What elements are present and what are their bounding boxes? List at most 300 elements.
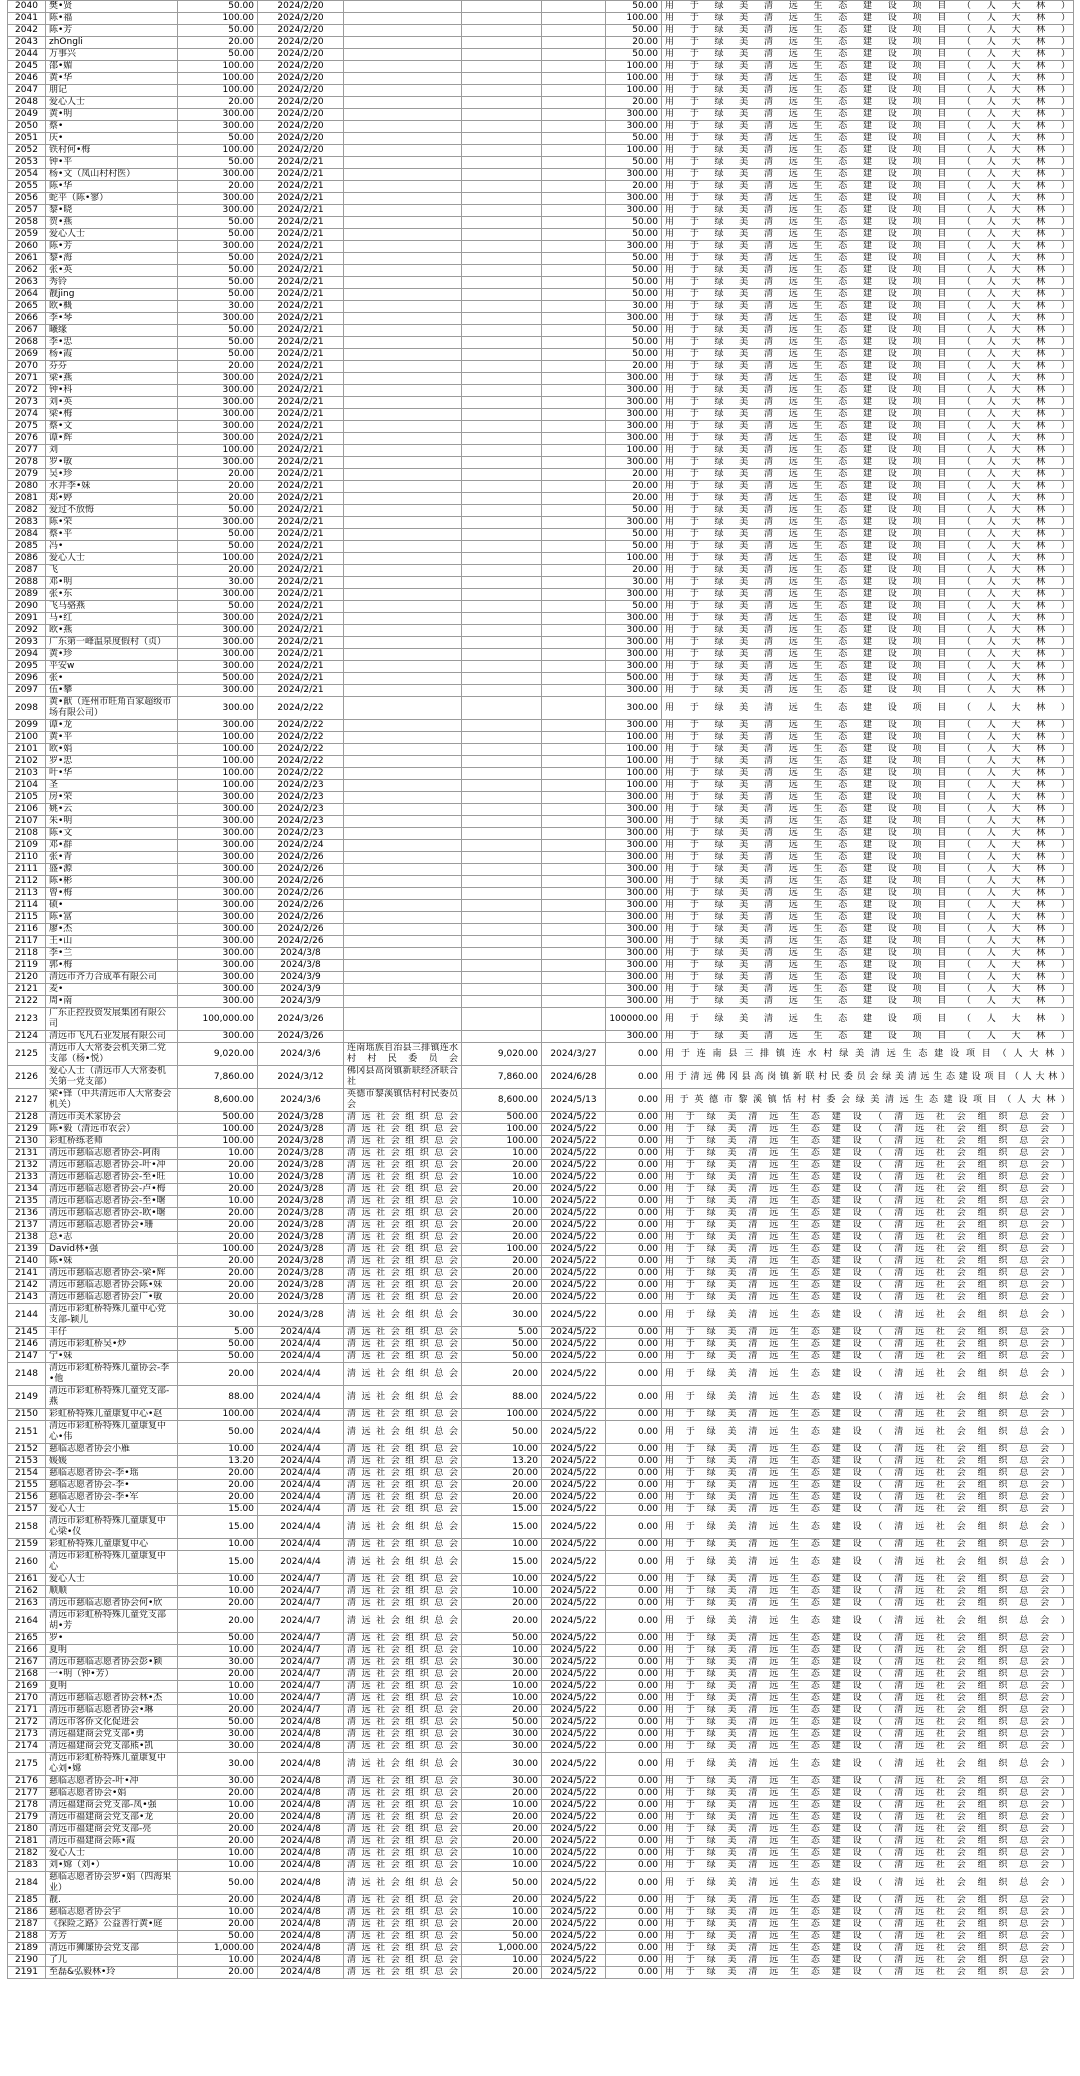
cell-balance: 300.00	[606, 936, 662, 948]
cell-disbursed-amount	[462, 697, 542, 720]
cell-donation-amount: 30.00	[178, 1741, 258, 1753]
table-row	[8, 1741, 1074, 1753]
cell-donor-name: 慈临志愿者协会宇	[46, 1907, 178, 1919]
cell-balance: 0.00	[606, 1196, 662, 1208]
cell-disbursed-date	[542, 685, 606, 697]
cell-donation-amount: 20.00	[178, 1610, 258, 1633]
cell-purpose: 用于绿美清远生态建设项目（人大林）	[662, 577, 1074, 589]
cell-purpose: 用于绿美清远生态建设（清远社会组织总会）	[662, 1860, 1074, 1872]
cell-balance: 300.00	[606, 649, 662, 661]
cell-recipient-org	[344, 685, 462, 697]
cell-donation-amount: 20.00	[178, 1705, 258, 1717]
cell-disbursed-amount: 1,000.00	[462, 1943, 542, 1955]
cell-disbursed-amount: 500.00	[462, 1112, 542, 1124]
cell-donation-date: 2024/4/4	[258, 1363, 344, 1386]
cell-donor-name: 芳芳	[46, 1931, 178, 1943]
cell-donation-date: 2024/2/21	[258, 553, 344, 565]
cell-donation-amount: 10.00	[178, 1681, 258, 1693]
cell-donation-amount: 20.00	[178, 1184, 258, 1196]
cell-disbursed-date	[542, 445, 606, 457]
cell-donation-amount: 300.00	[178, 1031, 258, 1043]
cell-balance: 300.00	[606, 433, 662, 445]
cell-donor-name: 靓jing	[46, 289, 178, 301]
cell-disbursed-date	[542, 876, 606, 888]
cell-row-number: 2142	[8, 1280, 46, 1292]
cell-disbursed-date	[542, 996, 606, 1008]
cell-donor-name: 至磊&弘毅林•玲	[46, 1967, 178, 1979]
cell-donor-name: 水井李•妹	[46, 481, 178, 493]
cell-donor-name: 夏明	[46, 1681, 178, 1693]
cell-row-number: 2049	[8, 109, 46, 121]
cell-donation-amount: 50.00	[178, 349, 258, 361]
cell-row-number: 2073	[8, 397, 46, 409]
cell-donation-date: 2024/3/6	[258, 1043, 344, 1066]
cell-balance: 100.00	[606, 85, 662, 97]
cell-recipient-org	[344, 589, 462, 601]
cell-balance: 100.00	[606, 73, 662, 85]
cell-balance: 0.00	[606, 1339, 662, 1351]
table-row	[8, 637, 1074, 649]
cell-donor-name: 清远市慈临志愿者协会-至•曙	[46, 1196, 178, 1208]
cell-purpose: 用于绿美清远生态建设项目（人大林）	[662, 313, 1074, 325]
table-row	[8, 373, 1074, 385]
cell-purpose: 用于绿美清远生态建设（清远社会组织总会）	[662, 1148, 1074, 1160]
cell-disbursed-amount	[462, 505, 542, 517]
cell-donation-date: 2024/4/7	[258, 1657, 344, 1669]
cell-donor-name: 张•青	[46, 852, 178, 864]
cell-disbursed-amount: 20.00	[462, 1492, 542, 1504]
table-row	[8, 13, 1074, 25]
cell-disbursed-amount	[462, 409, 542, 421]
cell-purpose: 用于绿美清远生态建设项目（人大林）	[662, 972, 1074, 984]
cell-recipient-org: 连南瑶族自治县三排镇连水村村民委员会	[344, 1043, 462, 1066]
table-row	[8, 816, 1074, 828]
cell-purpose: 用于绿美清远生态建设（清远社会组织总会）	[662, 1812, 1074, 1824]
cell-donation-date: 2024/4/8	[258, 1872, 344, 1895]
cell-donation-amount: 20.00	[178, 1967, 258, 1979]
cell-row-number: 2123	[8, 1008, 46, 1031]
cell-disbursed-amount: 100.00	[462, 1409, 542, 1421]
cell-recipient-org: 清远社会组织总会	[344, 1860, 462, 1872]
cell-disbursed-date	[542, 900, 606, 912]
cell-purpose: 用于绿美清远生态建设项目（人大林）	[662, 445, 1074, 457]
cell-row-number: 2101	[8, 744, 46, 756]
cell-donation-date: 2024/2/26	[258, 864, 344, 876]
cell-donor-name: 飞马骆燕	[46, 601, 178, 613]
cell-balance: 0.00	[606, 1444, 662, 1456]
cell-donation-date: 2024/3/28	[258, 1292, 344, 1304]
cell-disbursed-amount	[462, 948, 542, 960]
cell-row-number: 2178	[8, 1800, 46, 1812]
cell-disbursed-amount	[462, 157, 542, 169]
cell-purpose: 用于绿美清远生态建设项目（人大林）	[662, 277, 1074, 289]
cell-balance: 50.00	[606, 157, 662, 169]
cell-donation-amount: 30.00	[178, 1657, 258, 1669]
cell-balance: 300.00	[606, 661, 662, 673]
cell-donation-date: 2024/4/4	[258, 1444, 344, 1456]
cell-donation-date: 2024/3/28	[258, 1232, 344, 1244]
cell-row-number: 2057	[8, 205, 46, 217]
cell-row-number: 2075	[8, 421, 46, 433]
cell-row-number: 2040	[8, 1, 46, 13]
cell-donor-name: 清远市客侨文化促进会	[46, 1717, 178, 1729]
table-row	[8, 864, 1074, 876]
cell-recipient-org	[344, 553, 462, 565]
cell-row-number: 2056	[8, 193, 46, 205]
cell-recipient-org	[344, 313, 462, 325]
cell-recipient-org	[344, 73, 462, 85]
cell-donor-name: 刘•嫦（刘•）	[46, 1860, 178, 1872]
table-row	[8, 1645, 1074, 1657]
cell-purpose: 用于绿美清远生态建设项目（人大林）	[662, 960, 1074, 972]
table-row	[8, 804, 1074, 816]
cell-donation-amount: 20.00	[178, 1895, 258, 1907]
cell-balance: 50.00	[606, 217, 662, 229]
cell-disbursed-date	[542, 852, 606, 864]
cell-disbursed-date	[542, 780, 606, 792]
cell-donation-amount: 50.00	[178, 217, 258, 229]
table-row	[8, 756, 1074, 768]
cell-donation-date: 2024/4/8	[258, 1931, 344, 1943]
cell-disbursed-amount	[462, 325, 542, 337]
cell-recipient-org	[344, 948, 462, 960]
cell-donation-amount: 50.00	[178, 1351, 258, 1363]
cell-donation-amount: 50.00	[178, 1872, 258, 1895]
cell-balance: 100.00	[606, 744, 662, 756]
cell-balance: 0.00	[606, 1292, 662, 1304]
cell-donation-amount: 100.00	[178, 1136, 258, 1148]
cell-disbursed-date	[542, 61, 606, 73]
cell-purpose: 用于绿美清远生态建设（清远社会组织总会）	[662, 1741, 1074, 1753]
cell-purpose: 用于绿美清远生态建设项目（人大林）	[662, 217, 1074, 229]
cell-disbursed-date	[542, 109, 606, 121]
cell-donor-name: 爱心人士	[46, 1574, 178, 1586]
cell-donation-date: 2024/4/7	[258, 1586, 344, 1598]
cell-disbursed-date	[542, 637, 606, 649]
table-row	[8, 253, 1074, 265]
cell-recipient-org: 清远社会组织总会	[344, 1172, 462, 1184]
cell-donation-amount: 30.00	[178, 1729, 258, 1741]
cell-disbursed-date	[542, 864, 606, 876]
cell-row-number: 2055	[8, 181, 46, 193]
cell-balance: 0.00	[606, 1468, 662, 1480]
table-row	[8, 984, 1074, 996]
cell-donation-date: 2024/2/21	[258, 517, 344, 529]
cell-donation-date: 2024/4/4	[258, 1480, 344, 1492]
cell-donation-date: 2024/3/28	[258, 1280, 344, 1292]
cell-donation-date: 2024/3/26	[258, 1031, 344, 1043]
cell-disbursed-date: 2024/5/22	[542, 1657, 606, 1669]
cell-recipient-org: 清远社会组织总会	[344, 1386, 462, 1409]
cell-purpose: 用于绿美清远生态建设（清远社会组织总会）	[662, 1645, 1074, 1657]
table-row	[8, 1160, 1074, 1172]
cell-row-number: 2186	[8, 1907, 46, 1919]
cell-disbursed-amount	[462, 1, 542, 13]
cell-disbursed-date	[542, 553, 606, 565]
cell-recipient-org	[344, 852, 462, 864]
cell-balance: 0.00	[606, 1327, 662, 1339]
cell-donor-name: 清远市慈临志愿者协会•琳	[46, 1705, 178, 1717]
cell-purpose: 用于绿美清远生态建设项目（人大林）	[662, 565, 1074, 577]
cell-disbursed-date	[542, 804, 606, 816]
cell-purpose: 用于绿美清远生态建设（清远社会组织总会）	[662, 1610, 1074, 1633]
cell-purpose: 用于绿美清远生态建设项目（人大林）	[662, 205, 1074, 217]
cell-donor-name: 慈临志愿者协会小雁	[46, 1444, 178, 1456]
cell-purpose: 用于绿美清远生态建设项目（人大林）	[662, 493, 1074, 505]
cell-row-number: 2103	[8, 768, 46, 780]
cell-disbursed-date	[542, 313, 606, 325]
cell-disbursed-amount: 20.00	[462, 1363, 542, 1386]
cell-donor-name: 清远市慈临志愿者协会广•敏	[46, 1292, 178, 1304]
cell-disbursed-amount	[462, 421, 542, 433]
cell-donation-amount: 10.00	[178, 1800, 258, 1812]
cell-recipient-org	[344, 373, 462, 385]
cell-row-number: 2060	[8, 241, 46, 253]
cell-donor-name: 清远市福建商会党支部-亮	[46, 1824, 178, 1836]
cell-donor-name: 刘	[46, 445, 178, 457]
table-row	[8, 840, 1074, 852]
table-row	[8, 1184, 1074, 1196]
cell-recipient-org: 清远社会组织总会	[344, 1456, 462, 1468]
cell-row-number: 2164	[8, 1610, 46, 1633]
cell-donation-date: 2024/2/20	[258, 145, 344, 157]
cell-balance: 0.00	[606, 1351, 662, 1363]
cell-donation-date: 2024/4/7	[258, 1681, 344, 1693]
cell-recipient-org	[344, 397, 462, 409]
cell-donation-date: 2024/2/20	[258, 121, 344, 133]
cell-purpose: 用于绿美清远生态建设项目（人大林）	[662, 936, 1074, 948]
cell-disbursed-date	[542, 205, 606, 217]
cell-donor-name: 清远市慈临志愿者协会何•欣	[46, 1598, 178, 1610]
cell-donation-date: 2024/4/4	[258, 1351, 344, 1363]
cell-donation-amount: 10.00	[178, 1148, 258, 1160]
cell-donation-amount: 300.00	[178, 109, 258, 121]
cell-disbursed-date	[542, 157, 606, 169]
cell-donation-date: 2024/4/4	[258, 1339, 344, 1351]
cell-donation-amount: 300.00	[178, 205, 258, 217]
cell-disbursed-date: 2024/5/22	[542, 1836, 606, 1848]
cell-balance: 300.00	[606, 876, 662, 888]
cell-donation-date: 2024/2/23	[258, 780, 344, 792]
cell-disbursed-date	[542, 145, 606, 157]
cell-donation-date: 2024/2/23	[258, 792, 344, 804]
cell-row-number: 2152	[8, 1444, 46, 1456]
cell-balance: 0.00	[606, 1812, 662, 1824]
cell-recipient-org	[344, 289, 462, 301]
cell-donor-name: 欧•燕	[46, 625, 178, 637]
cell-balance: 0.00	[606, 1043, 662, 1066]
cell-donation-amount: 100.00	[178, 1124, 258, 1136]
table-row	[8, 1031, 1074, 1043]
table-row	[8, 469, 1074, 481]
cell-recipient-org	[344, 637, 462, 649]
cell-purpose: 用于绿美清远生态建设项目（人大林）	[662, 864, 1074, 876]
cell-recipient-org	[344, 445, 462, 457]
cell-donor-name: 清远市慈临志愿者协会-叶•冲	[46, 1160, 178, 1172]
cell-donation-date: 2024/2/21	[258, 505, 344, 517]
cell-disbursed-date: 2024/5/22	[542, 1112, 606, 1124]
cell-donation-amount: 10.00	[178, 1848, 258, 1860]
cell-recipient-org: 清远社会组织总会	[344, 1741, 462, 1753]
cell-disbursed-date: 2024/5/22	[542, 1339, 606, 1351]
table-row	[8, 1244, 1074, 1256]
cell-recipient-org: 清远社会组织总会	[344, 1681, 462, 1693]
cell-donation-amount: 300.00	[178, 409, 258, 421]
cell-donation-date: 2024/3/28	[258, 1184, 344, 1196]
cell-row-number: 2102	[8, 756, 46, 768]
cell-disbursed-date	[542, 337, 606, 349]
cell-balance: 50.00	[606, 265, 662, 277]
cell-donation-amount: 300.00	[178, 972, 258, 984]
cell-donation-date: 2024/2/21	[258, 661, 344, 673]
cell-donation-amount: 300.00	[178, 840, 258, 852]
cell-disbursed-date	[542, 1, 606, 13]
cell-donation-amount: 100.00	[178, 553, 258, 565]
cell-purpose: 用于绿美清远生态建设项目（人大林）	[662, 888, 1074, 900]
cell-donor-name: 姚•云	[46, 804, 178, 816]
cell-disbursed-date	[542, 744, 606, 756]
cell-disbursed-date	[542, 349, 606, 361]
table-row	[8, 49, 1074, 61]
cell-disbursed-amount: 20.00	[462, 1280, 542, 1292]
cell-recipient-org	[344, 780, 462, 792]
table-row	[8, 1943, 1074, 1955]
table-row	[8, 960, 1074, 972]
cell-donation-amount: 20.00	[178, 1232, 258, 1244]
cell-donation-amount: 30.00	[178, 1753, 258, 1776]
table-row	[8, 1409, 1074, 1421]
cell-donation-amount: 300.00	[178, 421, 258, 433]
cell-donor-name: 黄•平	[46, 732, 178, 744]
cell-purpose: 用于绿美清远生态建设项目（人大林）	[662, 85, 1074, 97]
cell-disbursed-amount: 20.00	[462, 1705, 542, 1717]
cell-balance: 0.00	[606, 1089, 662, 1112]
cell-purpose: 用于绿美清远生态建设（清远社会组织总会）	[662, 1955, 1074, 1967]
cell-recipient-org	[344, 661, 462, 673]
cell-donation-date: 2024/3/9	[258, 996, 344, 1008]
table-row	[8, 1693, 1074, 1705]
cell-donor-name: 靓.	[46, 1895, 178, 1907]
cell-donation-date: 2024/2/26	[258, 888, 344, 900]
cell-balance: 300.00	[606, 900, 662, 912]
cell-donation-amount: 50.00	[178, 157, 258, 169]
cell-disbursed-amount: 20.00	[462, 1184, 542, 1196]
cell-balance: 0.00	[606, 1268, 662, 1280]
cell-donation-amount: 15.00	[178, 1504, 258, 1516]
table-row	[8, 565, 1074, 577]
cell-donor-name: 圣	[46, 780, 178, 792]
cell-row-number: 2181	[8, 1836, 46, 1848]
cell-donor-name: 马•红	[46, 613, 178, 625]
cell-balance: 50.00	[606, 1, 662, 13]
cell-recipient-org	[344, 37, 462, 49]
cell-recipient-org: 清远社会组织总会	[344, 1268, 462, 1280]
cell-row-number: 2122	[8, 996, 46, 1008]
table-row	[8, 1717, 1074, 1729]
cell-balance: 0.00	[606, 1208, 662, 1220]
cell-purpose: 用于绿美清远生态建设（清远社会组织总会）	[662, 1421, 1074, 1444]
cell-row-number: 2134	[8, 1184, 46, 1196]
cell-donor-name: 邓•明	[46, 577, 178, 589]
cell-row-number: 2135	[8, 1196, 46, 1208]
cell-purpose: 用于绿美清远生态建设项目（人大林）	[662, 145, 1074, 157]
cell-row-number: 2093	[8, 637, 46, 649]
cell-donation-date: 2024/4/8	[258, 1753, 344, 1776]
table-row	[8, 289, 1074, 301]
cell-row-number: 2091	[8, 613, 46, 625]
cell-purpose: 用于绿美清远生态建设项目（人大林）	[662, 469, 1074, 481]
cell-donation-amount: 100.00	[178, 145, 258, 157]
cell-donation-date: 2024/4/7	[258, 1705, 344, 1717]
cell-donation-date: 2024/3/9	[258, 984, 344, 996]
cell-disbursed-amount	[462, 960, 542, 972]
cell-recipient-org: 清远社会组织总会	[344, 1812, 462, 1824]
cell-recipient-org	[344, 253, 462, 265]
table-row	[8, 361, 1074, 373]
cell-balance: 0.00	[606, 1717, 662, 1729]
cell-recipient-org: 清远社会组织总会	[344, 1351, 462, 1363]
cell-donor-name: 罗•	[46, 1633, 178, 1645]
cell-recipient-org: 清远社会组织总会	[344, 1292, 462, 1304]
cell-recipient-org: 清远社会组织总会	[344, 1610, 462, 1633]
cell-disbursed-amount: 10.00	[462, 1907, 542, 1919]
cell-donation-amount: 100,000.00	[178, 1008, 258, 1031]
cell-purpose: 用于绿美清远生态建设（清远社会组织总会）	[662, 1633, 1074, 1645]
cell-recipient-org	[344, 649, 462, 661]
cell-donation-date: 2024/4/8	[258, 1860, 344, 1872]
cell-balance: 0.00	[606, 1633, 662, 1645]
cell-balance: 50.00	[606, 325, 662, 337]
table-row	[8, 1492, 1074, 1504]
cell-recipient-org	[344, 613, 462, 625]
cell-balance: 100.00	[606, 780, 662, 792]
cell-recipient-org: 清远社会组织总会	[344, 1551, 462, 1574]
cell-donation-amount: 300.00	[178, 900, 258, 912]
table-row	[8, 1421, 1074, 1444]
cell-row-number: 2146	[8, 1339, 46, 1351]
cell-purpose: 用于绿美清远生态建设（清远社会组织总会）	[662, 1468, 1074, 1480]
cell-balance: 50.00	[606, 49, 662, 61]
cell-recipient-org: 清远社会组织总会	[344, 1586, 462, 1598]
cell-purpose: 用于绿美清远生态建设（清远社会组织总会）	[662, 1136, 1074, 1148]
table-row	[8, 852, 1074, 864]
cell-donation-amount: 9,020.00	[178, 1043, 258, 1066]
cell-donor-name: 一•明（钟•芳）	[46, 1669, 178, 1681]
cell-donation-date: 2024/2/21	[258, 613, 344, 625]
cell-row-number: 2182	[8, 1848, 46, 1860]
cell-donation-amount: 20.00	[178, 1669, 258, 1681]
cell-disbursed-amount	[462, 601, 542, 613]
cell-balance: 0.00	[606, 1539, 662, 1551]
cell-row-number: 2128	[8, 1112, 46, 1124]
cell-row-number: 2052	[8, 145, 46, 157]
cell-recipient-org	[344, 828, 462, 840]
cell-donation-date: 2024/2/21	[258, 349, 344, 361]
cell-balance: 0.00	[606, 1066, 662, 1089]
cell-disbursed-amount	[462, 313, 542, 325]
cell-donation-date: 2024/3/12	[258, 1066, 344, 1089]
cell-donation-amount: 300.00	[178, 661, 258, 673]
cell-balance: 0.00	[606, 1456, 662, 1468]
cell-purpose: 用于绿美清远生态建设（清远社会组织总会）	[662, 1872, 1074, 1895]
cell-balance: 20.00	[606, 469, 662, 481]
cell-donor-name: 陈•文	[46, 828, 178, 840]
cell-balance: 20.00	[606, 481, 662, 493]
table-row	[8, 1657, 1074, 1669]
cell-donation-amount: 300.00	[178, 984, 258, 996]
cell-row-number: 2190	[8, 1955, 46, 1967]
cell-purpose: 用于绿美清远生态建设项目（人大林）	[662, 325, 1074, 337]
